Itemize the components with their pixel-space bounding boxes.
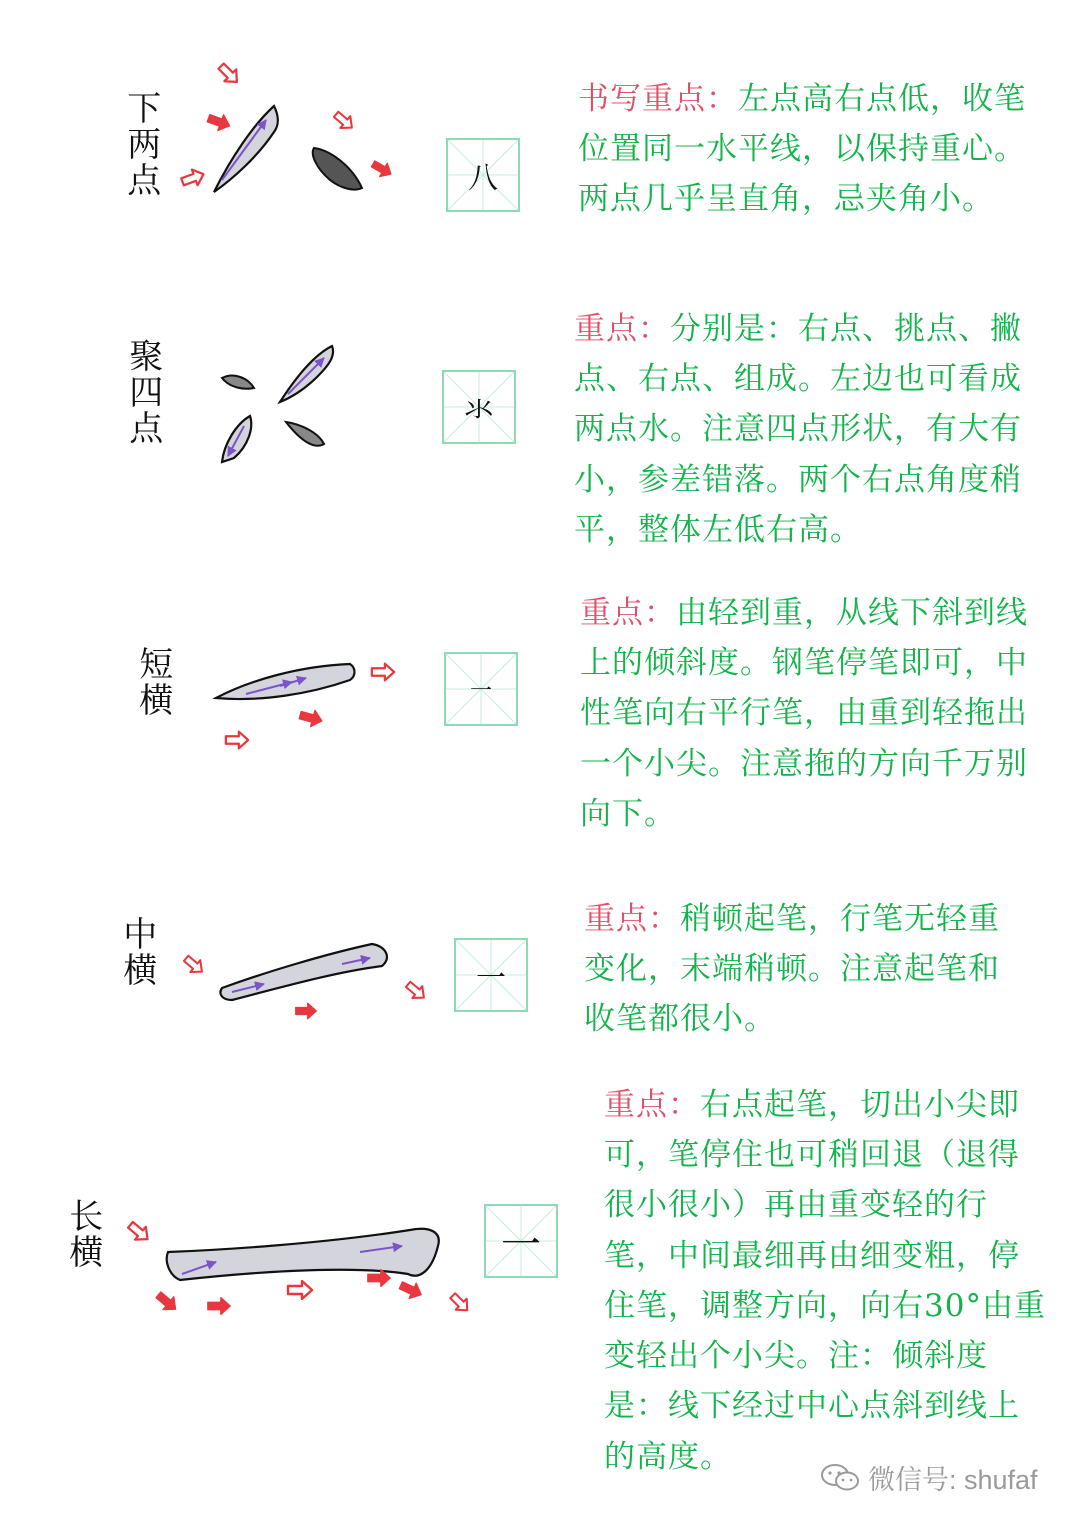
instruction-note [578,74,1028,225]
note-key: 书写重点： [578,81,738,117]
note-key: 重点： [574,311,670,347]
stroke-section-chang-heng [0,1080,1080,1475]
practice-grid [454,938,528,1012]
note-key: 重点： [584,901,680,937]
wechat-watermark [820,1458,1038,1497]
stroke-label: 长横 [62,1198,103,1270]
stroke-section-zhong-heng [0,880,1080,1060]
instruction-note [574,304,1030,555]
watermark-text: 微信号: shufaf [868,1465,1038,1495]
practice-grid [444,652,518,726]
stroke-section-xia-liang-dian [0,0,1080,260]
grid-character: 一 [469,678,492,704]
note-body: 由轻到重，从线下斜到线上的倾斜度。钢笔停笔即可，中性笔向右平行笔，由重到轻拖出一个小尖。注意拖的方向千万别向下。 [580,595,1028,832]
stroke-section-ju-si-dian [0,290,1080,560]
note-body: 分别是：右点、挑点、撇点、右点、组成。左边也可看成两点水。注意四点形状，有大有小，参差错落。两个右点角度稍平，整体左低右高。 [574,311,1022,548]
stroke-illustration [210,330,350,480]
note-body: 左点高右点低，收笔位置同一水平线，以保持重心。两点几乎呈直角，忌夹角小。 [578,81,1026,218]
practice-grid [484,1204,558,1278]
grid-character: 氺 [464,393,494,428]
instruction-note [584,894,1030,1045]
note-body: 右点起笔，切出小尖即可，笔停住也可稍回退（退得很小很小）再由重变轻的行笔，中间最细再由细变粗，停住笔，调整方向，向右30°由重变轻出个小尖。注：倾斜度是：线下经过中心点斜到线上的高度。 [604,1087,1046,1475]
instruction-note [580,588,1034,839]
note-key: 重点： [604,1087,700,1123]
grid-character: 一 [476,961,506,996]
stroke-illustration [176,930,436,1030]
grid-character: 八 [468,161,498,196]
stroke-illustration [170,50,410,220]
stroke-label: 中横 [116,916,157,988]
grid-character: 一 [501,1221,541,1268]
note-body: 稍顿起笔，行笔无轻重变化，末端稍顿。注意起笔和收笔都很小。 [584,901,1000,1038]
practice-grid [446,138,520,212]
wechat-icon [820,1462,862,1494]
note-key: 重点： [580,595,676,631]
stroke-section-duan-heng [0,580,1080,860]
stroke-label: 下两点 [120,90,161,198]
stroke-label: 短横 [132,646,173,718]
practice-grid [442,370,516,444]
stroke-illustration [120,1210,480,1330]
stroke-illustration [210,650,410,760]
instruction-note [604,1080,1050,1482]
stroke-label: 聚四点 [122,338,163,446]
